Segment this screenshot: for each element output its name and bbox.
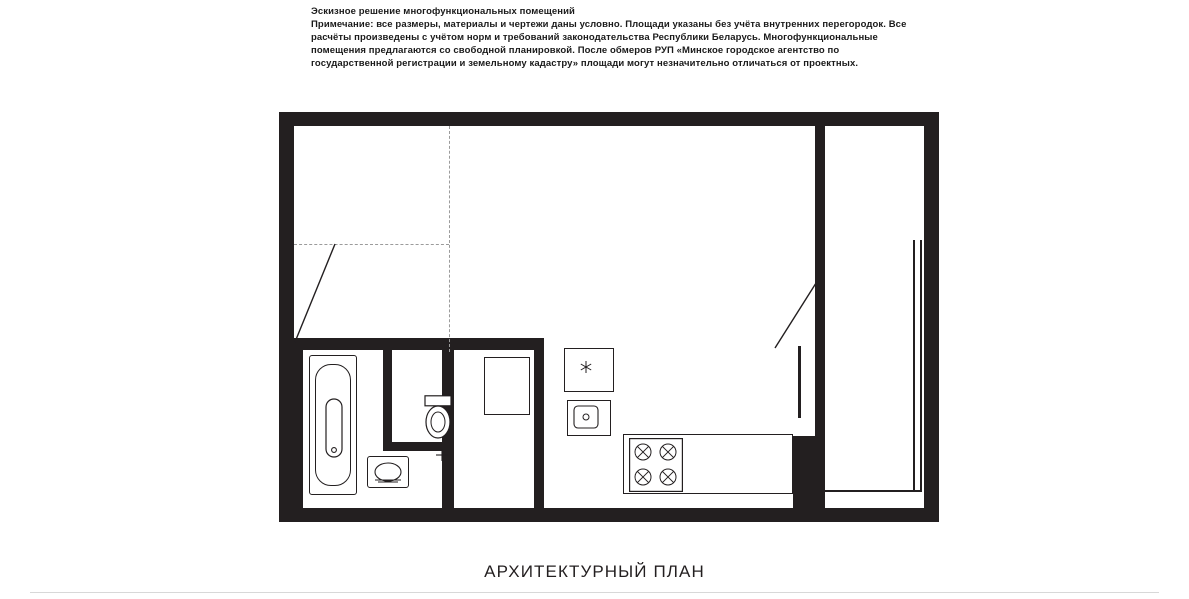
wardrobe-icon	[484, 357, 530, 415]
guide-line-vertical	[449, 126, 450, 352]
balcony-door-jamb	[798, 346, 801, 418]
balcony-rail	[824, 490, 920, 492]
toilet-icon	[421, 395, 455, 447]
wall-kitchen-left	[534, 338, 544, 508]
balcony-glazing-inner	[913, 240, 915, 492]
room-balcony	[824, 126, 924, 494]
balcony-glazing-outer	[920, 240, 922, 492]
washbasin-bowl-icon	[372, 460, 404, 484]
bathtub-drain-icon	[325, 398, 343, 458]
wall-right-outer	[924, 112, 939, 522]
wall-top-outer	[279, 112, 939, 126]
door-swing-balcony	[771, 270, 831, 355]
cooktop-icon	[629, 438, 683, 492]
wall-corridor-left	[294, 338, 303, 508]
plan-caption: АРХИТЕКТУРНЫЙ ПЛАН	[484, 562, 705, 581]
plan-notes	[311, 5, 911, 70]
wall-bathroom-partition	[383, 338, 392, 448]
kitchen-sink-bowl-icon	[573, 405, 605, 431]
wall-corridor-top	[442, 338, 544, 350]
refrigerator-mark-icon	[579, 360, 593, 374]
architectural-plan	[279, 112, 939, 522]
toilet-flush-icon	[435, 448, 449, 462]
footer-divider	[30, 592, 1159, 593]
wall-bottom-outer	[279, 508, 939, 522]
notes-body: Примечание: все размеры, материалы и чертежи даны условно. Площади указаны без учёта внутренних перегородок. Все расчёты произведены с учётом норм и требований законодательства Республики Беларусь. Многофункциональные помещения предлагаются со свободной планировкой. После обмеров РУП «Минское городское агентство по государственной регистрации и земельному кадастру» площади могут незначительно отличаться от проектных.	[311, 19, 907, 69]
door-swing-entrance	[289, 242, 359, 347]
wall-balcony-partition-lower	[793, 436, 825, 508]
notes-title: Эскизное решение многофункциональных помещений	[311, 6, 575, 17]
